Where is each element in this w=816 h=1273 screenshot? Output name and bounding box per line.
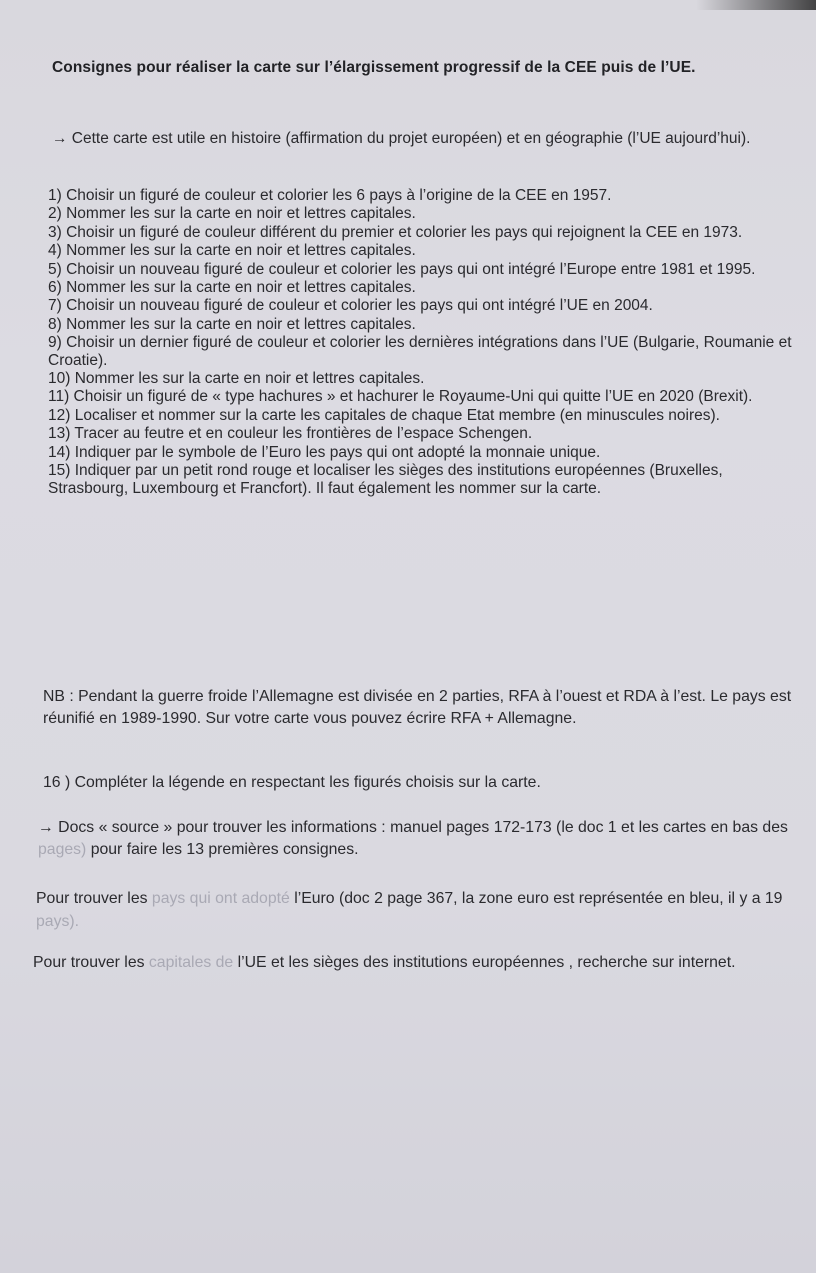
docs-text-end: pour faire les 13 premières consignes. (86, 841, 359, 858)
step-6: 6) Nommer les sur la carte en noir et lettres capitales. (48, 279, 416, 297)
euro-faded-text-1: pays qui ont adopté (151, 890, 290, 907)
capitals-text-start: Pour trouver les (33, 954, 149, 971)
step-9: 9) Choisir un dernier figuré de couleur et colorier les dernières intégrations dans l’UE (Bulgarie, Roumanie et Croatie). (48, 334, 792, 369)
step-12: 12) Localiser et nommer sur la carte les capitales de chaque Etat membre (en minuscules noires). (48, 406, 720, 424)
step-11: 11) Choisir un figuré de « type hachures » et hachurer le Royaume-Uni qui quitte l’UE en 2020 (Brexit). (48, 388, 753, 406)
step-3: 3) Choisir un figuré de couleur différent du premier et colorier les pays qui rejoignent la CEE en 1973. (48, 223, 743, 241)
step-5: 5) Choisir un nouveau figuré de couleur et colorier les pays qui ont intégré l’Europe entre 1981 et 1995. (48, 260, 756, 278)
capitals-paragraph (33, 951, 808, 974)
capitals-text-end: l’UE et les sièges des institutions européennes , recherche sur internet. (233, 954, 736, 971)
step-10: 10) Nommer les sur la carte en noir et lettres capitales. (48, 370, 425, 388)
euro-text-start: Pour trouver les (36, 890, 152, 907)
instruction-steps (48, 187, 796, 497)
step-8: 8) Nommer les sur la carte en noir et lettres capitales. (48, 315, 416, 333)
euro-faded-text-2: pays). (36, 913, 80, 930)
step-7: 7) Choisir un nouveau figuré de couleur et colorier les pays qui ont intégré l’UE en 2004. (48, 297, 653, 315)
step-4: 4) Nommer les sur la carte en noir et lettres capitales. (48, 242, 416, 260)
step-1: 1) Choisir un figuré de couleur et colorier les 6 pays à l’origine de la CEE en 1957. (48, 187, 612, 204)
docs-faded-text: pages) (38, 841, 87, 858)
docs-sources-paragraph (38, 817, 808, 861)
intro-paragraph: → Cette carte est utile en histoire (affirmation du projet européen) et en géographie (l’UE aujourd’hui). (52, 130, 751, 147)
step-16: 16 ) Compléter la légende en respectant les figurés choisis sur la carte. (43, 774, 541, 791)
nb-note: NB : Pendant la guerre froide l’Allemagne est divisée en 2 parties, RFA à l’ouest et RDA à l’est. Le pays est réunifié en 1989-1990. Sur votre carte vous pouvez écrire RFA + Allemagne. (43, 688, 792, 727)
document-title: Consignes pour réaliser la carte sur l’élargissement progressif de la CEE puis de l’UE. (52, 59, 696, 76)
step-2: 2) Nommer les sur la carte en noir et lettres capitales. (48, 205, 416, 223)
docs-text-start: → Docs « source » pour trouver les informations : manuel pages 172-173 (le doc 1 et les cartes en bas des (38, 819, 788, 836)
euro-text-middle: l’Euro (doc 2 page 367, la zone euro est représentée en bleu, il y a 19 (289, 890, 783, 907)
capitals-faded-text: capitales de (148, 954, 234, 971)
euro-paragraph (36, 887, 816, 933)
step-13: 13) Tracer au feutre et en couleur les frontières de l’espace Schengen. (48, 425, 533, 443)
step-14: 14) Indiquer par le symbole de l’Euro les pays qui ont adopté la monnaie unique. (48, 443, 601, 461)
step-15: 15) Indiquer par un petit rond rouge et localiser les sièges des institutions européennes (Bruxelles, Strasbourg, Luxembourg et Francfort). Il faut également les nommer sur la carte. (48, 462, 723, 497)
